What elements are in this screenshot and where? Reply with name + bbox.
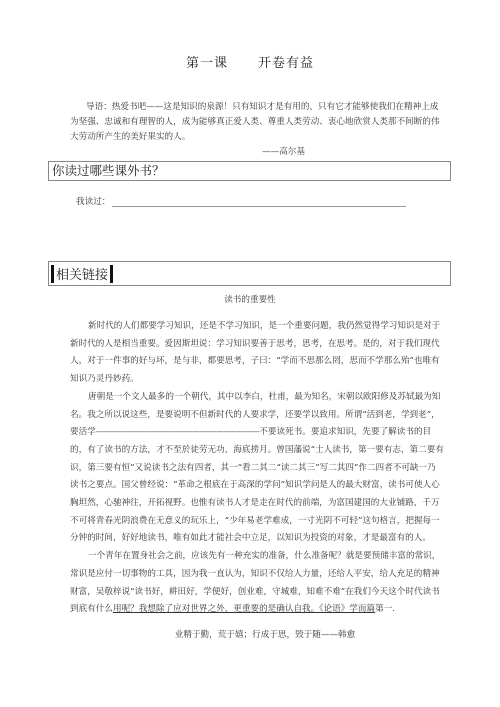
paragraph-2-start: 唐朝是一个文人最多的一个朝代，其中以李白，杜甫，最为知名，宋朝以欧阳修及苏轼最为知名。我之所以说这些，是要说明不但新时代的人要求学，还要学以致用。所谓“活到老，学到老”，要活学 [70, 391, 441, 438]
article-body [70, 318, 444, 619]
intro-text: 导语：热爱书吧——这是知识的泉源！只有知识才是有用的，只有它才能够使我们在精神上成为坚强、忠诚和有理智的人，成为能够真正爱人类、尊重人类劳动、衷心地欣赏人类那不间断的伟大劳动所产生的美好果实的人。 [70, 102, 440, 142]
bracket-bar-right [110, 265, 113, 283]
bracket-bar-left [51, 265, 54, 283]
paragraph-2-end: 不要读死书。要追求知识，先要了解读书的目的，有了读书的方法，才不至於徒劳无功，海底捞月。曾国藩说“士人读书，第一要有志，第二要有识，第三要有恒”又说读书之法有四者，其一“看二其二“读二其三”写二其四”作二四者不可缺一乃读书之要点。国父曾经说：“革命之根底在于高深的学问”知识学问是人的最大财富，读书可使人心胸坦然，心驰神往，开拓视野。也惟有读书人才是走在时代的前端，为富国建国的大业铺路，千万不可将青春光阴浪费在无意义的玩乐上，“少年易老学难成，一寸光阴不可轻”这句格言，把握每一分钟的时间，好好地读书，唯有如此才能社会中立足，以知识为投资的对象，才是最富有的人。 [70, 427, 444, 544]
question-heading: 你读过哪些课外书？ [52, 163, 165, 178]
lesson-title [0, 52, 500, 71]
related-links-box [48, 261, 451, 286]
read-label: 我读过： [76, 197, 111, 207]
article-paragraph-2 [70, 389, 444, 548]
paragraph-3-end: 第一. [375, 604, 396, 615]
article-title: 读书的重要性 [224, 295, 276, 305]
lesson-name: 开卷有益 [258, 56, 315, 71]
intro-block [70, 100, 442, 145]
read-books-blank[interactable] [112, 198, 406, 207]
underlined-phrase: 用呢？我想除了应对世界之外，更重要的是确认自我。《论语》学而篇 [112, 604, 376, 615]
read-books-row [76, 195, 406, 207]
article-paragraph-1: 新时代的人们都要学习知识，还是不学习知识，是一个重要问题，我仍然觉得学习知识是对于新时代的人是相当重要。爱因斯坦说：学习知识要善于思考，思考，在思考。是的，对于我们现代人，对于一件事的好与坏，是与非，都要思考，子曰：“学而不思那么罔，思而不学那么殆”也唯有知识乃灵丹妙药。 [70, 321, 441, 385]
lesson-number: 第一课 [185, 56, 228, 71]
closing-motto: 业精于勤，荒于嬉；行成于思，毁于随——韩愈 [174, 630, 356, 640]
related-heading: 相关链接 [56, 268, 109, 283]
article-paragraph-3 [70, 548, 444, 619]
dash-line: -------------------------------------------------------------------- [95, 427, 260, 438]
question-heading-box [48, 161, 451, 181]
intro-author: ——高尔基 [262, 147, 305, 157]
paragraph-3-start: 一个青年在置身社会之前，应该先有一种充实的准备，什么准备呢？就是要预储丰富的常识，常识是应付一切事物的工具，因为我一直认为，知识不仅给人力量，还给人平安，给人充足的精神财富，吴敬梓说“读书好，耕田好，学便好，创业难，守城难，知难不难”在我们今天这个时代读书到底有什么 [70, 551, 441, 615]
